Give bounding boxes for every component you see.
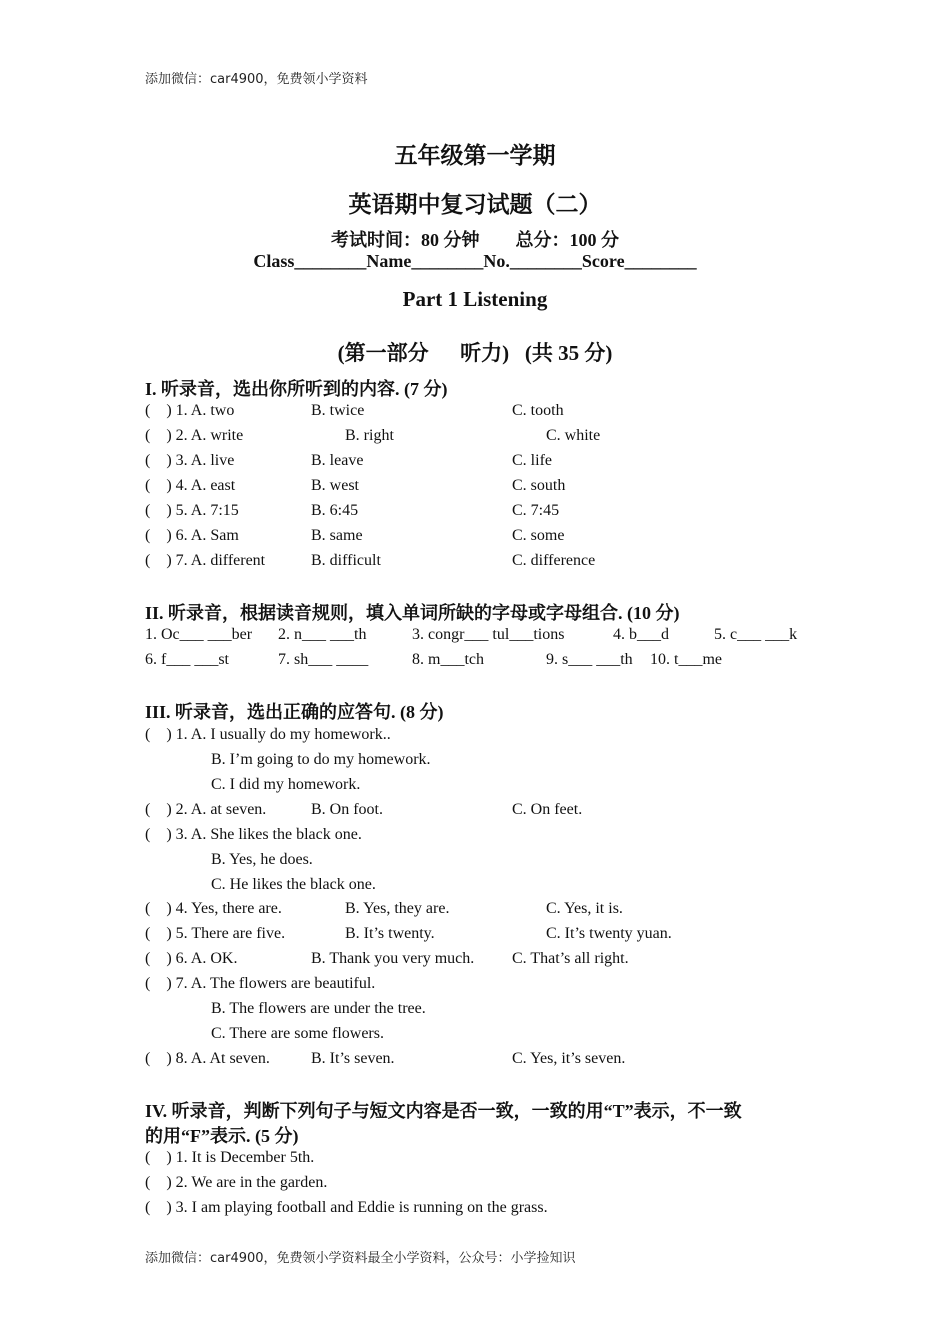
question-row [145, 921, 825, 946]
judge-row [145, 1195, 825, 1220]
option-b: B. The flowers are under the tree. [211, 1000, 426, 1017]
question-row [145, 822, 825, 847]
option-c: C. some [512, 527, 565, 544]
option-row [145, 1021, 825, 1046]
option-b: B. It’s twenty. [345, 925, 435, 942]
fill-item: 9. s___ ___th [546, 651, 633, 668]
option-c: C. 7:45 [512, 502, 560, 519]
fill-item: 10. t___me [650, 651, 722, 668]
question-stem: ( ) 4. A. east [145, 477, 236, 494]
header-note: 添加微信：car4900，免费领小学资料 [145, 72, 368, 87]
question-stem: ( ) 7. A. different [145, 552, 266, 569]
question-stem: ( ) 6. A. Sam [145, 527, 239, 544]
question-stem: ( ) 1. A. two [145, 402, 235, 419]
option-b: B. I’m going to do my homework. [211, 751, 431, 768]
title-exam: 英语期中复习试题（二） [348, 192, 602, 217]
question-stem: ( ) 4. Yes, there are. [145, 900, 282, 917]
option-b: B. right [345, 427, 394, 444]
option-c: C. He likes the black one. [211, 876, 376, 893]
option-c: C. south [512, 477, 566, 494]
fill-item: 7. sh___ ____ [278, 651, 369, 668]
option-b: B. 6:45 [311, 502, 359, 519]
part-title: Part 1 Listening [402, 287, 548, 311]
option-c: C. That’s all right. [512, 950, 629, 967]
fill-row [145, 622, 825, 647]
title-grade: 五年级第一学期 [394, 143, 556, 168]
question-stem: ( ) 7. A. The flowers are beautiful. [145, 975, 376, 992]
option-c: C. tooth [512, 402, 564, 419]
option-c: C. There are some flowers. [211, 1025, 384, 1042]
question-stem: ( ) 2. A. at seven. [145, 801, 267, 818]
question-stem: ( ) 5. There are five. [145, 925, 286, 942]
question-row [145, 398, 825, 423]
question-row [145, 548, 825, 573]
question-stem: ( ) 1. A. I usually do my homework.. [145, 726, 391, 743]
question-stem: ( ) 2. A. write [145, 427, 244, 444]
fill-item: 1. Oc___ ___ber [145, 626, 253, 643]
option-b: B. leave [311, 452, 364, 469]
question-stem: ( ) 8. A. At seven. [145, 1050, 270, 1067]
fill-item: 3. congr___ tul___tions [412, 626, 565, 643]
exam-info: 考试时间：80 分钟 总分：100 分 [331, 230, 619, 250]
option-b: B. Yes, they are. [345, 900, 450, 917]
footer-note: 添加微信：car4900，免费领小学资料最全小学资料，公众号：小学捡知识 [145, 1251, 576, 1266]
section-1-heading: I. 听录音，选出你所听到的内容. (7 分) [145, 379, 448, 399]
option-b: B. It’s seven. [311, 1050, 395, 1067]
judge-statement: ( ) 3. I am playing football and Eddie is running on the grass. [145, 1199, 548, 1216]
fill-item: 4. b___d [613, 626, 669, 643]
option-c: C. I did my homework. [211, 776, 361, 793]
option-c: C. On feet. [512, 801, 583, 818]
option-row [145, 772, 825, 797]
option-c: C. difference [512, 552, 596, 569]
question-row [145, 448, 825, 473]
student-fields: Class________Name________No.________Score________ [253, 251, 697, 271]
question-row [145, 523, 825, 548]
option-b: B. Yes, he does. [211, 851, 313, 868]
question-row [145, 946, 825, 971]
judge-row [145, 1145, 825, 1170]
option-c: C. Yes, it is. [546, 900, 623, 917]
fill-row [145, 647, 825, 672]
judge-statement: ( ) 2. We are in the garden. [145, 1174, 328, 1191]
section-4-heading-cont: 的用“F”表示. (5 分) [145, 1126, 299, 1146]
question-row [145, 797, 825, 822]
question-row [145, 722, 825, 747]
fill-item: 8. m___tch [412, 651, 484, 668]
option-b: B. difficult [311, 552, 381, 569]
fill-item: 6. f___ ___st [145, 651, 229, 668]
option-b: B. On foot. [311, 801, 383, 818]
question-stem: ( ) 6. A. OK. [145, 950, 238, 967]
option-b: B. same [311, 527, 363, 544]
option-b: B. Thank you very much. [311, 950, 475, 967]
option-row [145, 747, 825, 772]
option-c: C. It’s twenty yuan. [546, 925, 672, 942]
option-c: C. Yes, it’s seven. [512, 1050, 626, 1067]
option-row [145, 847, 825, 872]
section-2-heading: II. 听录音，根据读音规则，填入单词所缺的字母或字母组合. (10 分) [145, 603, 680, 623]
question-row [145, 423, 825, 448]
fill-item: 2. n___ ___th [278, 626, 367, 643]
option-b: B. twice [311, 402, 365, 419]
section-3-heading: III. 听录音，选出正确的应答句. (8 分) [145, 702, 444, 722]
section-4-heading: IV. 听录音，判断下列句子与短文内容是否一致，一致的用“T”表示，不一致 [145, 1101, 742, 1121]
question-row [145, 971, 825, 996]
part-subtitle: (第一部分 听力) (共 35 分) [337, 341, 613, 365]
option-c: C. life [512, 452, 552, 469]
judge-statement: ( ) 1. It is December 5th. [145, 1149, 315, 1166]
question-row [145, 498, 825, 523]
question-stem: ( ) 5. A. 7:15 [145, 502, 239, 519]
question-stem: ( ) 3. A. She likes the black one. [145, 826, 362, 843]
option-row [145, 872, 825, 897]
option-c: C. white [546, 427, 601, 444]
judge-row [145, 1170, 825, 1195]
fill-item: 5. c___ ___k [714, 626, 798, 643]
question-row [145, 896, 825, 921]
question-stem: ( ) 3. A. live [145, 452, 235, 469]
option-row [145, 996, 825, 1021]
question-row [145, 1046, 825, 1071]
option-b: B. west [311, 477, 359, 494]
question-row [145, 473, 825, 498]
